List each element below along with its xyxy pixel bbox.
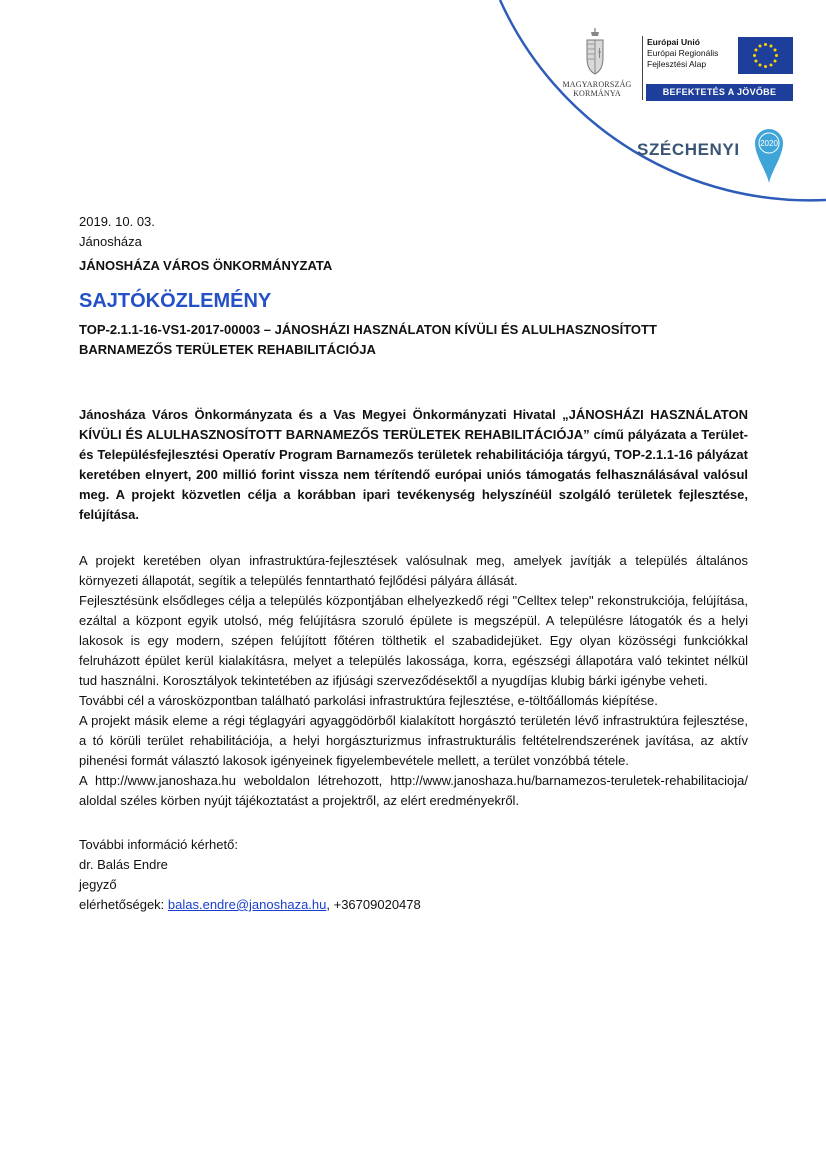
lead-paragraph: Jánosháza Város Önkormányzata és a Vas Megyei Önkormányzati Hivatal „JÁNOSHÁZI HASZNÁLATON KÍVÜLI ÉS ALULHASZNOSÍTOTT BARNAMEZŐS TERÜLETEK REHABILITÁCIÓJA” című pályázata a Terület- és Településfejlesztési Operatív Program Barnamezős területek rehabilitációja tárgyú, TOP-2.1.1-16 pályázat keretében elnyert, 200 millió forint vissza nem térítendő európai uniós támogatás felhasználásával valósul meg. A projekt közvetlen célja a korábban ipari tevékenység helyszínéül szolgáló területek fejlesztése, felújítása. — [79, 407, 748, 522]
press-release-document — [79, 212, 748, 915]
sender-line: JÁNOSHÁZA VÁROS ÖNKORMÁNYZATA — [79, 258, 333, 273]
decorative-arc — [0, 0, 826, 230]
eu-star — [759, 44, 762, 47]
szechenyi-year: 2020 — [760, 139, 778, 148]
body-paragraph: A projekt másik eleme a régi téglagyári agyaggödörből kialakított horgásztó területén lévő infrastruktúra fejlesztése, a tó körüli terület rehabilitációja, a helyi horgászturizmus infrastrukturális feltételrendszerének javítása, az aktív pihenési formát választó lakosok igényeinek figyelembevétele mellett, a terület vonzóbbá tétele. — [79, 713, 748, 768]
hungarian-coat-of-arms-icon — [583, 28, 607, 78]
contact-intro: További információ kérhető: — [79, 837, 238, 852]
eu-logo-text — [647, 37, 718, 70]
eu-star — [770, 64, 773, 67]
gov-line1: MAGYARORSZÁG — [562, 80, 632, 89]
contact-block — [79, 835, 748, 915]
contacts-label: elérhetőségek: — [79, 897, 168, 912]
eu-star — [759, 64, 762, 67]
eu-star — [774, 49, 777, 52]
eu-star — [753, 54, 756, 57]
eu-star — [764, 43, 767, 46]
gov-line2: KORMÁNYA — [573, 89, 621, 98]
contact-line — [79, 895, 748, 915]
eu-star — [774, 60, 777, 63]
eu-star — [770, 44, 773, 47]
body-text — [79, 551, 748, 811]
government-logo-text — [553, 80, 641, 98]
eu-star — [775, 54, 778, 57]
eu-line3: Fejlesztési Alap — [647, 59, 707, 69]
eu-flag-icon — [738, 37, 793, 74]
eu-line1: Európai Unió — [647, 37, 700, 47]
szechenyi-logo-text: SZÉCHENYI — [637, 140, 740, 159]
location-pin-icon — [754, 128, 784, 184]
contact-role: jegyző — [79, 877, 117, 892]
eu-line2: Európai Regionális — [647, 48, 719, 58]
page-title: SAJTÓKÖZLEMÉNY — [79, 290, 272, 312]
eu-star — [764, 65, 767, 68]
email-link[interactable]: balas.endre@janoshaza.hu — [167, 897, 327, 912]
eu-star — [754, 49, 757, 52]
body-paragraph: A http://www.janoshaza.hu weboldalon létrehozott, http://www.janoshaza.hu/barnamezos-teruletek-rehabilitacioja/ aloldal széles körben nyújt tájékoztatást a projektről, az elért eredményekről. — [79, 773, 748, 808]
contact-name: dr. Balás Endre — [79, 857, 168, 872]
project-title: TOP-2.1.1-16-VS1-2017-00003 – JÁNOSHÁZI HASZNÁLATON KÍVÜLI ÉS ALULHASZNOSÍTOTT BARNAMEZŐS TERÜLETEK REHABILITÁCIÓJA — [79, 322, 657, 357]
logo-divider — [642, 36, 643, 100]
body-paragraph: A projekt keretében olyan infrastruktúra-fejlesztések valósulnak meg, amelyek javítják a település általános környezeti állapotát, segítik a település fenntartható fejlődési pályára állását. — [79, 553, 748, 588]
phone-number: , +36709020478 — [326, 897, 421, 912]
body-paragraph: További cél a városközpontban található parkolási infrastruktúra fejlesztése, e-töltőállomás kiépítése. — [79, 693, 658, 708]
date-line: 2019. 10. 03. — [79, 214, 155, 229]
invest-banner: BEFEKTETÉS A JÖVŐBE — [646, 84, 793, 101]
place-line: Jánosháza — [79, 234, 142, 249]
eu-star — [754, 60, 757, 63]
body-paragraph: Fejlesztésünk elsődleges célja a település központjában elhelyezkedő régi "Celltex telep" rekonstrukciója, felújítása, ezáltal a központ egyik utolsó, még felújításra szoruló épülete is megszépül. A településre látogatók és a helyi lakosok is egy modern, szépen felújított főtéren tölthetik el szabadidejüket. Egy olyan közösségi funkciókkal felruházott épület kerül kialakításra, melyet a település lakossága, korra, egészségi állapotára való tekintet nélkül tud használni. Korosztályok tekintetében az ifjúsági szerveződésektől a nyugdíjas klubig bárki igénybe veheti. — [79, 593, 748, 688]
